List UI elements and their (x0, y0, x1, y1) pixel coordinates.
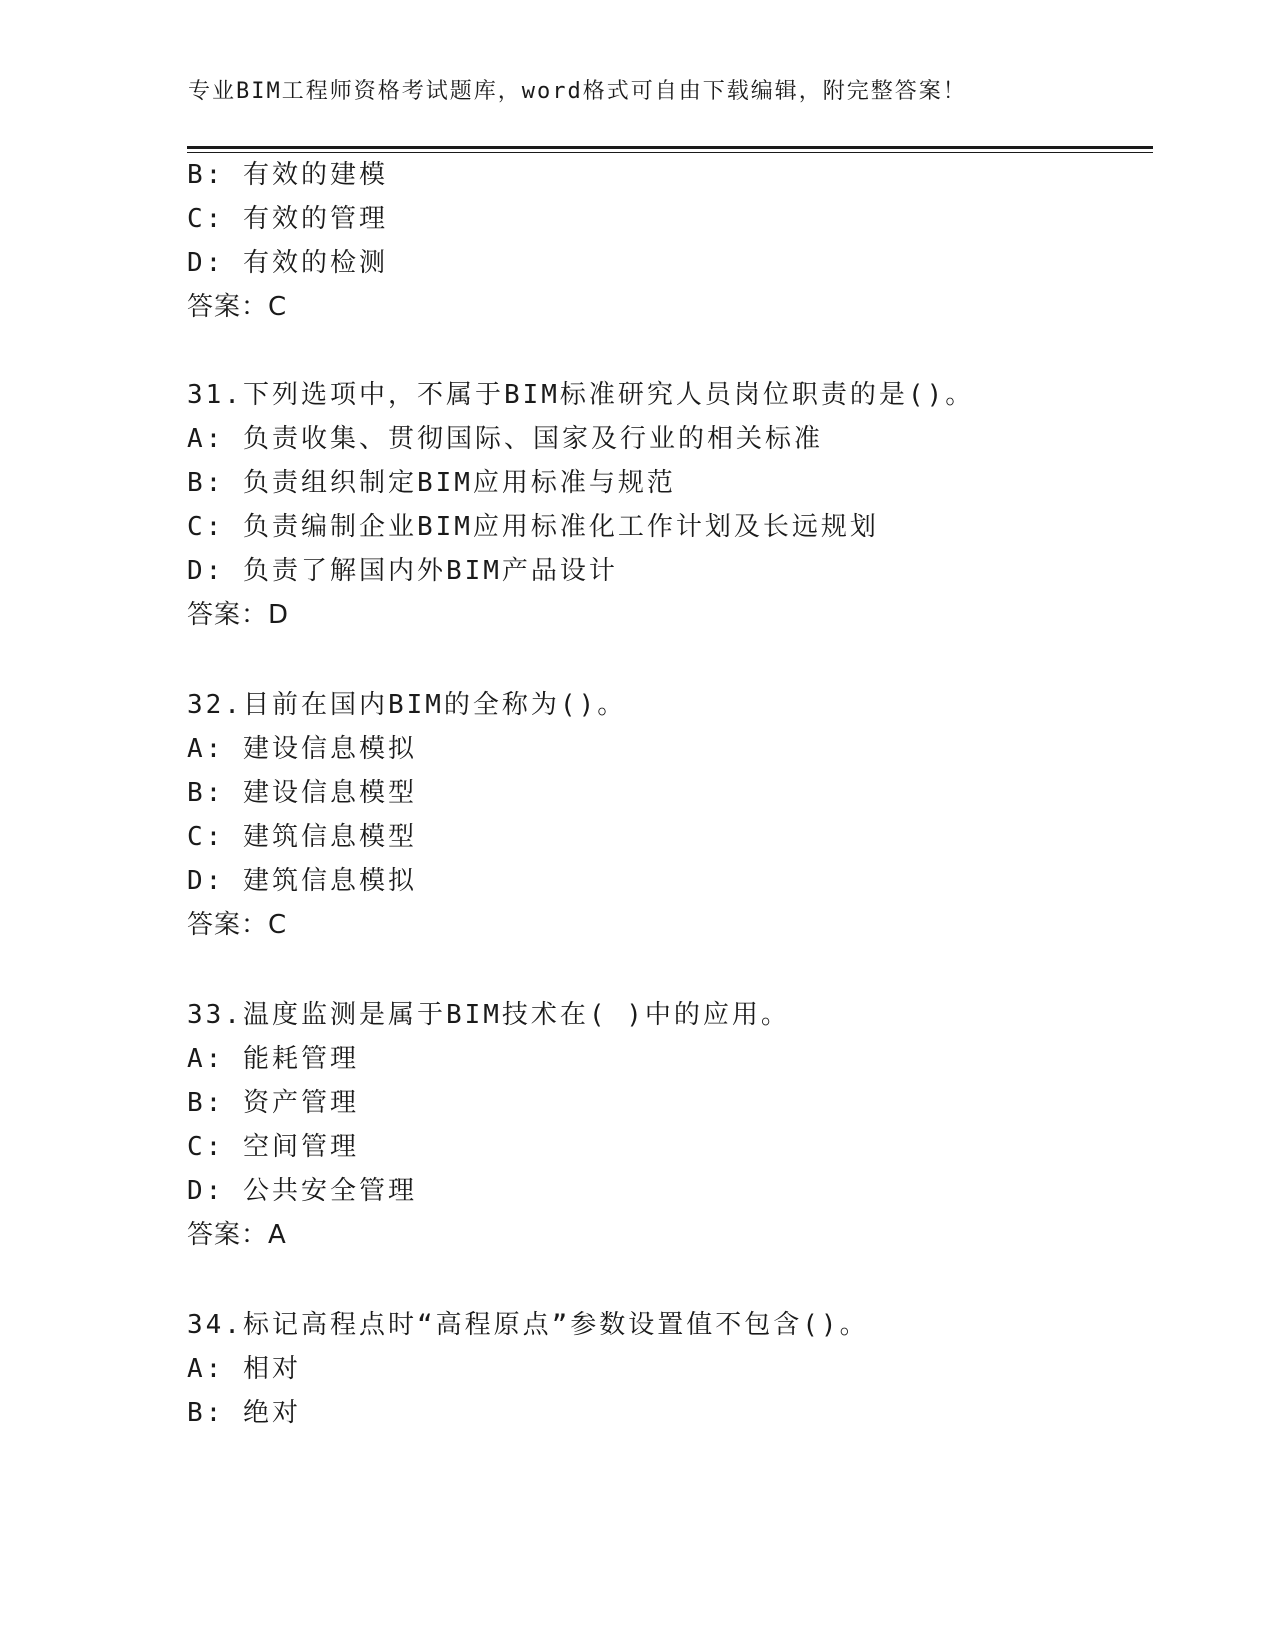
option-c: C: 建筑信息模型 (187, 822, 417, 852)
option-b: B: 绝对 (187, 1398, 301, 1428)
option-a: A: 相对 (187, 1354, 301, 1384)
option-b: B: 资产管理 (187, 1088, 359, 1118)
answer-line: 答案：D (187, 600, 290, 630)
option-b: B: 有效的建模 (187, 160, 388, 190)
option-c: C: 负责编制企业BIM应用标准化工作计划及长远规划 (187, 512, 879, 542)
page-header: 专业BIM工程师资格考试题库，word格式可自由下载编辑，附完整答案！ (188, 79, 967, 104)
option-d: D: 建筑信息模拟 (187, 866, 417, 896)
header-divider-thick (187, 146, 1153, 149)
option-b: B: 建设信息模型 (187, 778, 417, 808)
question-stem: 31.下列选项中，不属于BIM标准研究人员岗位职责的是()。 (187, 380, 975, 410)
option-d: D: 有效的检测 (187, 248, 388, 278)
option-a: A: 建设信息模拟 (187, 734, 417, 764)
option-c: C: 有效的管理 (187, 204, 388, 234)
option-a: A: 能耗管理 (187, 1044, 359, 1074)
option-d: D: 负责了解国内外BIM产品设计 (187, 556, 618, 586)
question-stem: 33.温度监测是属于BIM技术在( )中的应用。 (187, 1000, 790, 1030)
answer-line: 答案：A (187, 1220, 287, 1250)
option-d: D: 公共安全管理 (187, 1176, 417, 1206)
question-stem: 32.目前在国内BIM的全称为()。 (187, 690, 627, 720)
option-c: C: 空间管理 (187, 1132, 359, 1162)
option-a: A: 负责收集、贯彻国际、国家及行业的相关标准 (187, 424, 823, 454)
option-b: B: 负责组织制定BIM应用标准与规范 (187, 468, 676, 498)
answer-line: 答案：C (187, 292, 288, 322)
question-stem: 34.标记高程点时“高程原点”参数设置值不包含()。 (187, 1310, 869, 1340)
header-divider-thin (187, 152, 1153, 153)
answer-line: 答案：C (187, 910, 288, 940)
